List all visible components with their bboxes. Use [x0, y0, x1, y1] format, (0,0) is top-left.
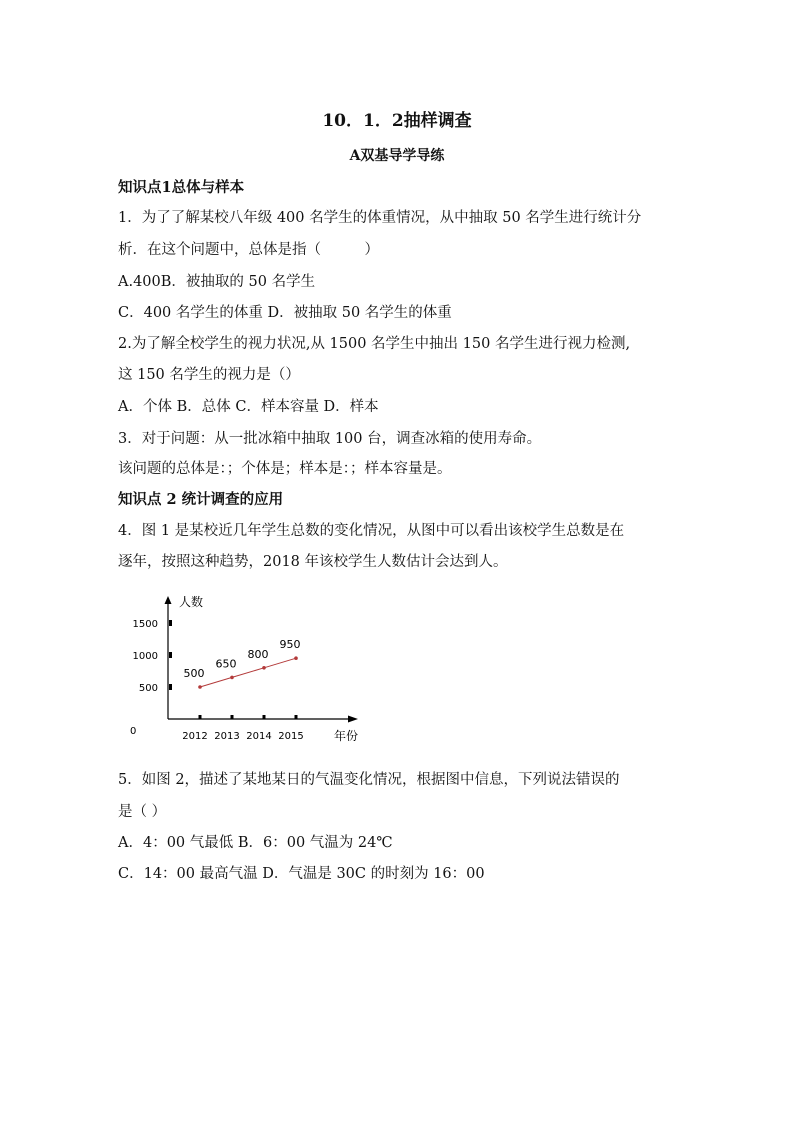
- section-heading-2: 知识点 2 统计调查的应用: [118, 491, 284, 508]
- data-point: [230, 676, 234, 680]
- x-tick-mark: [231, 715, 234, 719]
- question-1-line-1: 1．为了了解某校八年级 400 名学生的体重情况，从中抽取 50 名学生进行统计分: [118, 210, 642, 226]
- data-label: 950: [279, 638, 301, 652]
- y-tick-label: 1000: [132, 651, 158, 662]
- x-tick-mark: [199, 715, 202, 719]
- question-1-line-2: 析．在这个问题中，总体是指（ ）: [118, 242, 379, 258]
- y-tick-mark: [169, 684, 172, 690]
- question-5-line-1: 5．如图 2，描述了某地某日的气温变化情况，根据图中信息，下列说法错误的: [118, 772, 620, 788]
- y-tick-label: 1500: [132, 619, 158, 630]
- data-point: [262, 666, 266, 670]
- x-tick-mark: [295, 715, 298, 719]
- data-label: 800: [247, 647, 269, 661]
- question-5-line-2: 是（ ）: [118, 804, 167, 820]
- question-3-line-2: 该问题的总体是：；个体是；样本是：；样本容量是。: [118, 461, 452, 477]
- data-label: 650: [215, 657, 237, 671]
- section-heading-1: 知识点1总体与样本: [118, 179, 245, 196]
- x-tick-label: 2014: [246, 731, 272, 742]
- question-2-line-2: 这 150 名学生的视力是（）: [118, 367, 300, 383]
- question-4-line-1: 4．图 1 是某校近几年学生总数的变化情况，从图中可以看出该校学生总数是在: [118, 523, 625, 539]
- x-tick-label: 2012: [182, 731, 208, 742]
- question-4-line-2: 逐年，按照这种趋势，2018 年该校学生人数估计会达到人。: [118, 554, 508, 570]
- x-tick-mark: [263, 715, 266, 719]
- data-point: [294, 656, 298, 660]
- question-5-options-cd: C．14：00 最高气温 D．气温是 30C 的时刻为 16：00: [118, 866, 485, 882]
- question-2-line-1: 2.为了解全校学生的视力状况,从 1500 名学生中抽出 150 名学生进行视力检测,: [118, 336, 631, 352]
- page-title: 10．1．2抽样调查: [322, 111, 472, 131]
- x-tick-label: 2015: [278, 731, 304, 742]
- question-5-options-ab: A．4：00 气最低 B．6：00 气温为 24℃: [118, 835, 393, 851]
- question-3-line-1: 3．对于问题：从一批冰箱中抽取 100 台，调查冰箱的使用寿命。: [118, 431, 542, 447]
- origin-label: 0: [130, 726, 137, 737]
- question-1-options-ab: A.400B．被抽取的 50 名学生: [118, 274, 316, 290]
- y-axis-label: 人数: [179, 595, 204, 609]
- question-1-options-cd: C．400 名学生的体重 D．被抽取 50 名学生的体重: [118, 305, 452, 321]
- y-tick-mark: [169, 652, 172, 658]
- x-axis-arrow: [348, 716, 358, 723]
- page-subtitle: A双基导学导练: [349, 148, 445, 164]
- x-tick-label: 2013: [214, 731, 240, 742]
- x-axis-label: 年份: [334, 729, 359, 743]
- y-tick-mark: [169, 620, 172, 626]
- y-tick-label: 500: [138, 683, 158, 694]
- y-axis-arrow: [165, 596, 172, 604]
- data-point: [198, 685, 202, 689]
- question-2-options: A．个体 B．总体 C．样本容量 D．样本: [118, 399, 379, 415]
- student-count-chart: [118, 588, 378, 748]
- data-label: 500: [183, 667, 205, 680]
- series-line: [200, 658, 296, 687]
